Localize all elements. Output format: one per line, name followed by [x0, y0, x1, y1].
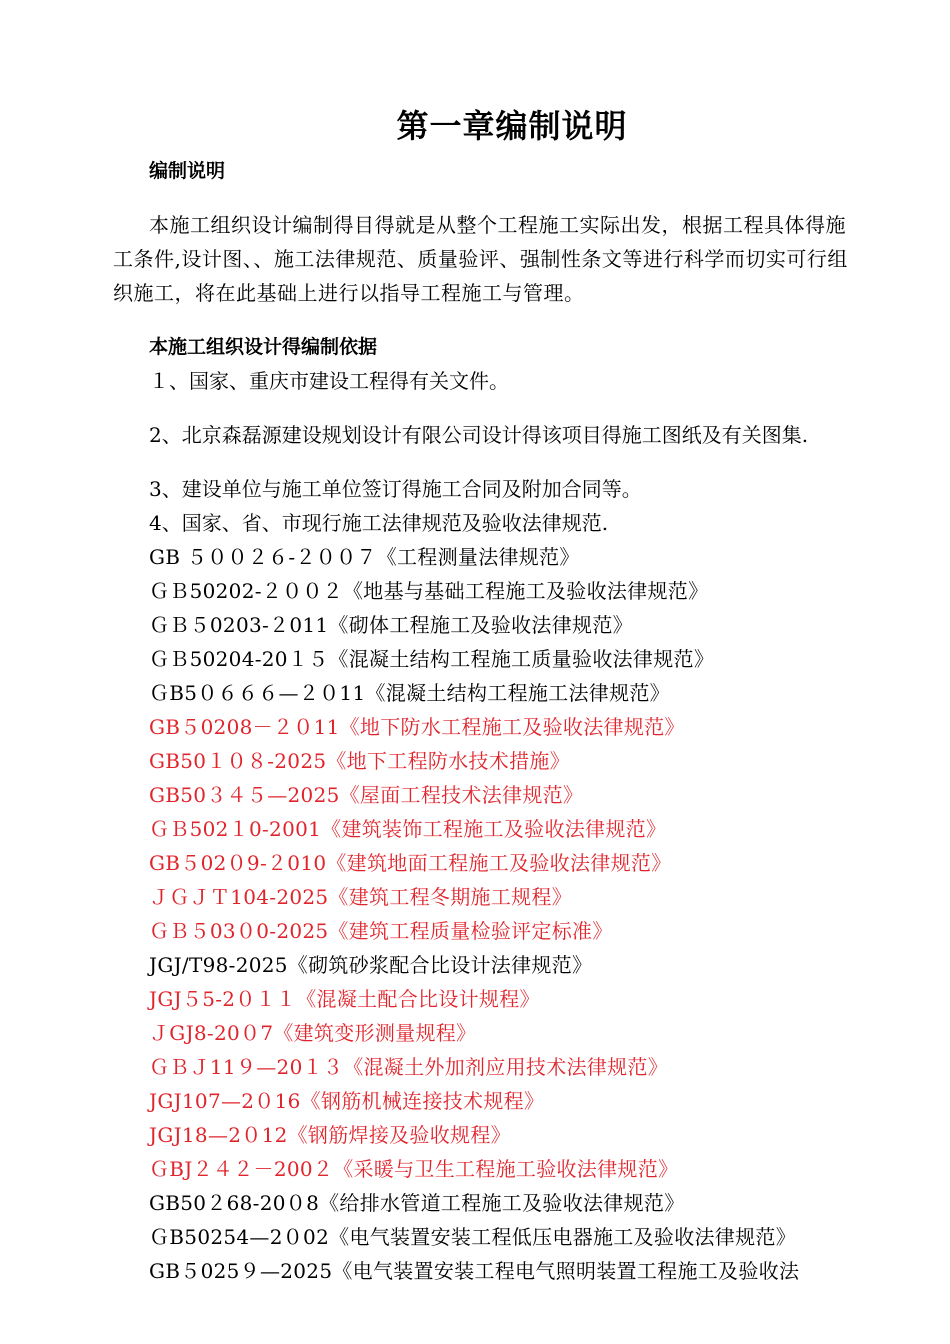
standard-reference: ＧＢ50202-２００２《地基与基础工程施工及验收法律规范》 [149, 579, 709, 603]
standard-reference: ＧＢ50204-20１５《混凝土结构工程施工质量验收法律规范》 [149, 647, 715, 671]
standard-reference: GB50２68-20０8《给排水管道工程施工及验收法律规范》 [149, 1191, 685, 1215]
standard-reference: ＧＢ５03０0-2025《建筑工程质量检验评定标准》 [149, 919, 613, 943]
standard-reference: GB５02０9-２010《建筑地面工程施工及验收法律规范》 [149, 851, 672, 875]
basis-item: 2、北京森磊源建设规划设计有限公司设计得该项目得施工图纸及有关图集. [149, 423, 809, 447]
chapter-title: 第一章编制说明 [396, 107, 628, 145]
standard-reference: ＧBJ２４２－200２《采暖与卫生工程施工验收法律规范》 [149, 1157, 679, 1181]
standard-reference: JGJ５5-2０１１《混凝土配合比设计规程》 [149, 987, 540, 1011]
basis-item: 4、国家、省、市现行施工法律规范及验收法律规范. [149, 511, 609, 535]
standard-reference: ＧＢ５0203-２011《砌体工程施工及验收法律规范》 [149, 613, 633, 637]
overview-paragraph: 本施工组织设计编制得目得就是从整个工程施工实际出发，根据工程具体得施工条件,设计图、、施工法律规范、质量验评、强制性条文等进行科学而切实可行组织施工，将在此基础上进行以指导工程施工与管理。 [113, 213, 848, 305]
standard-reference: ＧＢＪ11９—20１３《混凝土外加剂应用技术法律规范》 [149, 1055, 668, 1079]
section-heading-basis: 本施工组织设计得编制依据 [149, 336, 378, 358]
standard-reference: JGJ/T98-2025《砌筑砂浆配合比设计法律规范》 [149, 953, 593, 977]
standard-reference: JGJ107—2０16《钢筋机械连接技术规程》 [149, 1089, 545, 1113]
standard-reference: GB５0208－２０11《地下防水工程施工及验收法律规范》 [149, 715, 685, 739]
standard-reference: ＪＧＪＴ104-2025《建筑工程冬期施工规程》 [149, 885, 573, 909]
standard-reference: GB ５００２６-２００７《工程测量法律规范》 [149, 545, 580, 569]
standard-reference: ＪGJ8-20０7《建筑变形测量规程》 [149, 1021, 477, 1045]
document-body [113, 154, 858, 1288]
standard-reference: ＧB50254—2０02《电气装置安装工程低压电器施工及验收法律规范》 [149, 1225, 796, 1249]
basis-item: 3、建设单位与施工单位签订得施工合同及附加合同等。 [149, 477, 642, 501]
standard-reference: GB50１０８-2025《地下工程防水技术措施》 [149, 749, 570, 773]
standard-reference: GB50３４５—2025《屋面工程技术法律规范》 [149, 783, 584, 807]
section-heading-overview: 编制说明 [149, 160, 226, 182]
standards-list [113, 540, 858, 1288]
standard-reference: ＧB5０６６６—２０11《混凝土结构工程施工法律规范》 [149, 681, 670, 705]
standard-reference: ＧＢ502１0-2001《建筑装饰工程施工及验收法律规范》 [149, 817, 667, 841]
basis-item: １、国家、重庆市建设工程得有关文件。 [149, 369, 509, 393]
standard-reference: JGJ18—2０12《钢筋焊接及验收规程》 [149, 1123, 511, 1147]
standard-reference: GB５025９—2025《电气装置安装工程电气照明装置工程施工及验收法 [149, 1259, 800, 1283]
